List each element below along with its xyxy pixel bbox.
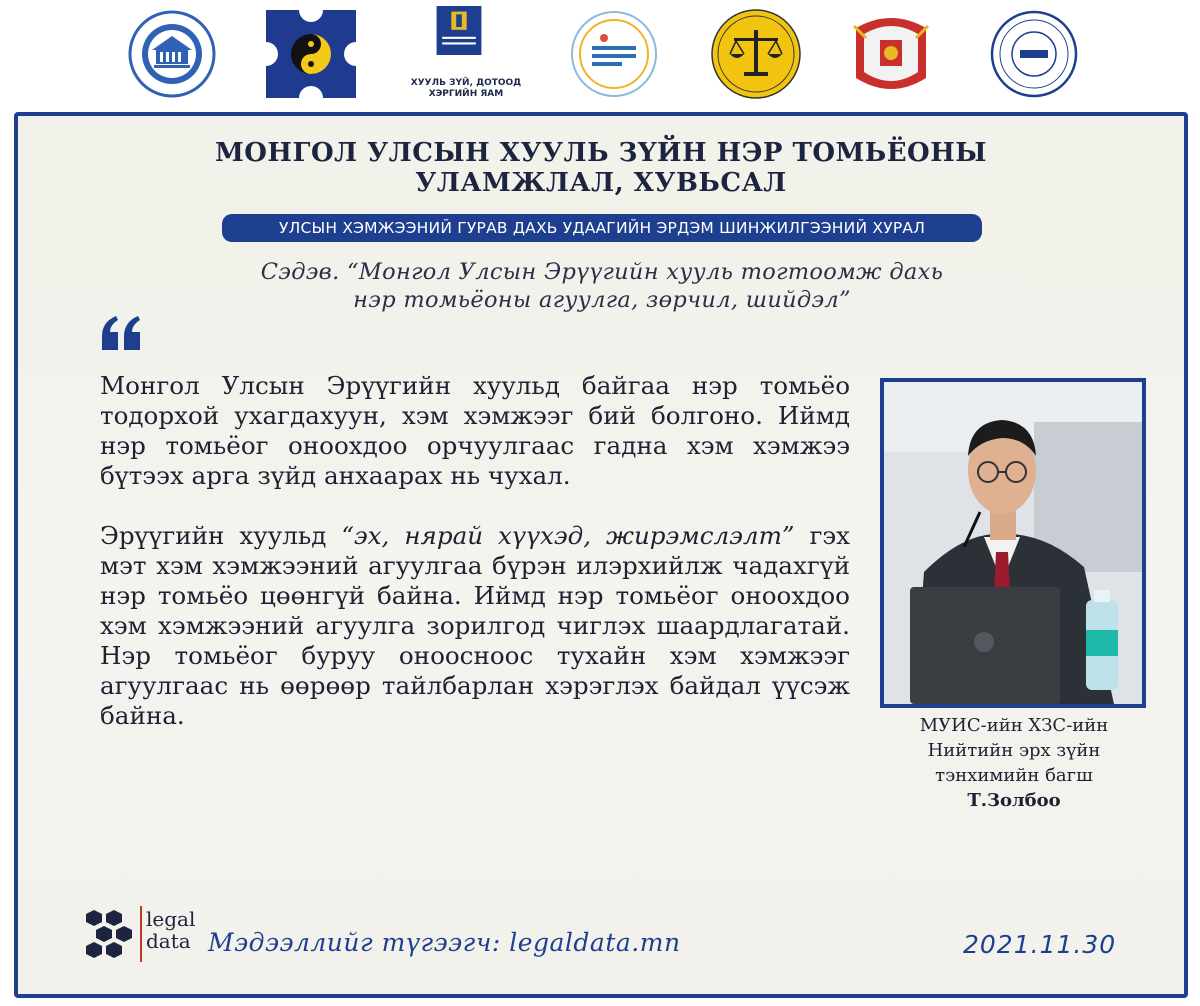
paragraph-1: Монгол Улсын Эрүүгийн хуульд байгаа нэр томьёо тодорхой ухагдахуун, хэм хэмжээг бий болгоно. Иймд нэр томьёог оноохдоо орчуулгаас гадна хэм хэмжээ бүтээх арга зүйд анхаарах нь чухал. xyxy=(100,371,850,490)
paragraph-2-rest: гэх мэт хэм хэмжээний агуулгаа бүрэн илэрхийлж чадахгүй нэр томьёо цөөнгүй байна. Иймд нэр томьёог оноохдоо хэм хэмжээний агуулга зорилгод чиглэх шаардлагатай. Нэр томьёог буруу оноосноос тухайн хэм хэмжээг агуулгаас нь өөрөөр тайлбарлан хэрэглэх байдал үүсэж байна. xyxy=(100,521,850,730)
conference-badge: УЛСЫН ХЭМЖЭЭНИЙ ГУРАВ ДАХЬ УДААГИЙН ЭРДЭМ ШИНЖИЛГЭЭНИЙ ХУРАЛ xyxy=(222,214,982,242)
paragraph-2-terms: “эх, нярай хүүхэд, жирэмслэлт” xyxy=(341,521,795,550)
caption-line-3: тэнхимийн багш xyxy=(935,765,1093,786)
topic-line-1: Сэдэв. “Монгол Улсын Эрүүгийн хууль тогтоомж дахь xyxy=(260,259,944,285)
publish-date: 2021.11.30 xyxy=(963,930,1117,959)
opening-quote-icon xyxy=(98,310,146,360)
speaker-photo xyxy=(880,378,1146,708)
page-title xyxy=(18,138,1184,198)
muis-law-school-logo xyxy=(124,8,220,100)
scales-justice-logo xyxy=(708,8,804,100)
legaldata-word-1: legal xyxy=(146,907,196,931)
legaldata-hex-icon xyxy=(78,906,140,964)
ministry-caption: ХУУЛЬ ЗҮЙ, ДОТООД ХЭРГИЙН ЯАМ xyxy=(410,78,522,99)
speaker-name: Т.Золбоо xyxy=(967,790,1061,811)
partner-logos xyxy=(0,0,1200,108)
speaker-caption xyxy=(866,713,1162,813)
title-line-1: МОНГОЛ УЛСЫН ХУУЛЬ ЗҮЙН НЭР ТОМЬЁОНЫ xyxy=(215,138,987,168)
caption-line-1: МУИС-ийн ХЗС-ийн xyxy=(919,715,1109,736)
source-credit: Мэдээллийг түгээгч: legaldata.mn xyxy=(208,928,681,957)
legaldata-logo xyxy=(78,906,198,966)
main-card xyxy=(14,112,1188,998)
parliament-research-logo xyxy=(566,8,662,100)
quote-body xyxy=(100,371,850,731)
paragraph-2-prefix: Эрүүгийн хуульд xyxy=(100,521,342,550)
coat-of-arms-logo xyxy=(846,8,936,100)
paragraph-2 xyxy=(100,521,850,731)
yin-yang-puzzle-logo xyxy=(266,10,356,98)
caption-line-2: Нийтийн эрх зүйн xyxy=(927,740,1101,761)
topic-subtitle xyxy=(118,258,1086,314)
legaldata-wordmark xyxy=(146,908,195,952)
legaldata-divider xyxy=(140,906,142,962)
title-line-2: УЛАМЖЛАЛ, ХУВЬСАЛ xyxy=(415,168,787,198)
topic-line-2: нэр томьёоны агуулга, зөрчил, шийдэл” xyxy=(353,287,851,313)
legaldata-word-2: data xyxy=(146,929,191,953)
academy-seal-logo xyxy=(986,8,1082,100)
ministry-justice-logo xyxy=(404,6,528,106)
